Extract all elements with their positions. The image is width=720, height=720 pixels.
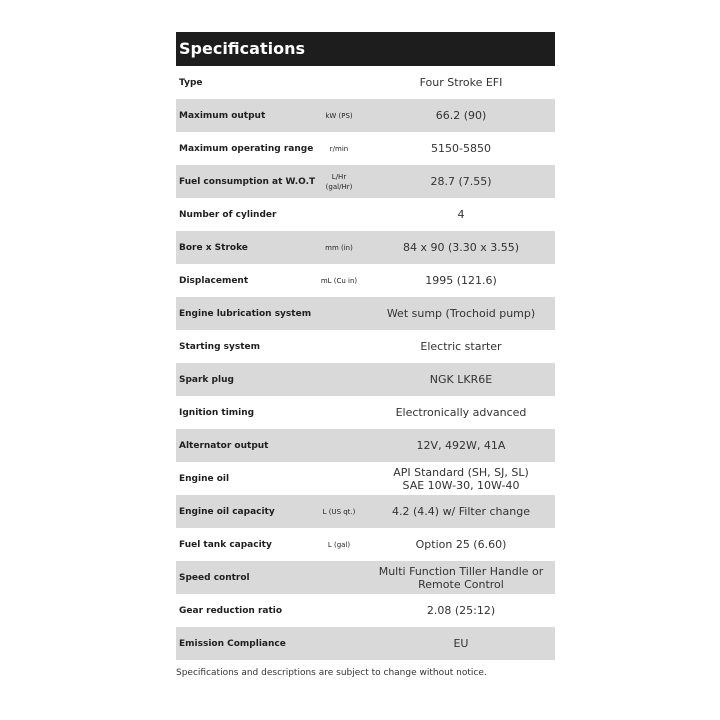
spec-row — [176, 429, 555, 462]
spec-unit — [311, 165, 367, 198]
spec-value-line: 5150-5850 — [431, 142, 491, 155]
spec-value-line: Electronically advanced — [395, 406, 527, 419]
spec-value-line: Electric starter — [420, 340, 502, 353]
specifications-table-body — [176, 66, 555, 660]
spec-value-line: 4 — [457, 208, 465, 221]
spec-value — [367, 363, 555, 396]
spec-value — [367, 330, 555, 363]
specifications-table — [176, 66, 555, 660]
spec-value-line: 4.2 (4.4) w/ Filter change — [392, 505, 530, 518]
spec-label: Maximum operating range — [176, 132, 311, 165]
spec-row — [176, 198, 555, 231]
spec-unit-line: (gal/Hr) — [325, 182, 353, 191]
disclaimer-footnote: Specifications and descriptions are subject to change without notice. — [176, 668, 487, 678]
spec-value-line: Option 25 (6.60) — [415, 538, 507, 551]
spec-row — [176, 495, 555, 528]
spec-unit — [311, 594, 367, 627]
spec-label: Ignition timing — [176, 396, 311, 429]
spec-value-line: Wet sump (Trochoid pump) — [386, 307, 536, 320]
spec-unit — [311, 627, 367, 660]
spec-value-line: 1995 (121.6) — [425, 274, 497, 287]
specifications-card — [176, 32, 555, 660]
spec-value-line: Remote Control — [418, 577, 504, 591]
spec-label: Speed control — [176, 561, 311, 594]
specifications-title: Specifications — [176, 32, 555, 66]
spec-label: Spark plug — [176, 363, 311, 396]
spec-unit — [311, 132, 367, 165]
spec-value — [367, 627, 555, 660]
spec-row — [176, 528, 555, 561]
spec-unit-line: L (US qt.) — [322, 507, 356, 516]
spec-unit-line: L (gal) — [327, 540, 351, 549]
spec-label: Number of cylinder — [176, 198, 311, 231]
spec-label: Alternator output — [176, 429, 311, 462]
spec-row — [176, 330, 555, 363]
spec-value — [367, 66, 555, 99]
spec-value — [367, 561, 555, 594]
spec-value — [367, 297, 555, 330]
spec-row — [176, 264, 555, 297]
spec-label: Engine lubrication system — [176, 297, 311, 330]
spec-value — [367, 429, 555, 462]
spec-value — [367, 495, 555, 528]
spec-value — [367, 132, 555, 165]
spec-row — [176, 297, 555, 330]
spec-unit — [311, 264, 367, 297]
spec-value — [367, 231, 555, 264]
spec-row — [176, 132, 555, 165]
spec-unit — [311, 396, 367, 429]
spec-unit-line: r/min — [329, 144, 349, 153]
spec-value — [367, 264, 555, 297]
spec-unit — [311, 231, 367, 264]
spec-row — [176, 462, 555, 495]
spec-unit-line: kW (PS) — [325, 111, 353, 120]
spec-row — [176, 99, 555, 132]
spec-label: Displacement — [176, 264, 311, 297]
spec-row — [176, 594, 555, 627]
spec-value — [367, 165, 555, 198]
spec-unit-line: L/Hr — [331, 172, 347, 181]
spec-label: Engine oil capacity — [176, 495, 311, 528]
spec-value-line: SAE 10W-30, 10W-40 — [402, 478, 520, 492]
spec-row — [176, 627, 555, 660]
spec-value — [367, 528, 555, 561]
spec-unit-line: mm (in) — [325, 243, 353, 252]
spec-unit — [311, 363, 367, 396]
spec-value-line: Multi Function Tiller Handle or — [378, 564, 544, 578]
spec-value — [367, 462, 555, 495]
spec-unit — [311, 528, 367, 561]
spec-row — [176, 561, 555, 594]
spec-label: Gear reduction ratio — [176, 594, 311, 627]
spec-label: Type — [176, 66, 311, 99]
spec-value-line: API Standard (SH, SJ, SL) — [393, 465, 529, 479]
spec-value-line: 66.2 (90) — [435, 109, 487, 122]
spec-label: Engine oil — [176, 462, 311, 495]
spec-value — [367, 396, 555, 429]
spec-unit — [311, 330, 367, 363]
spec-label: Bore x Stroke — [176, 231, 311, 264]
spec-label: Fuel consumption at W.O.T — [176, 165, 311, 198]
spec-value — [367, 99, 555, 132]
spec-unit — [311, 462, 367, 495]
spec-value-line: 12V, 492W, 41A — [416, 439, 506, 452]
spec-unit — [311, 99, 367, 132]
spec-label: Fuel tank capacity — [176, 528, 311, 561]
spec-value-line: EU — [453, 637, 469, 650]
spec-row — [176, 165, 555, 198]
spec-value-line: 2.08 (25:12) — [426, 604, 496, 617]
spec-unit — [311, 198, 367, 231]
spec-value-line: 28.7 (7.55) — [430, 175, 492, 188]
spec-unit — [311, 495, 367, 528]
spec-row — [176, 363, 555, 396]
spec-row — [176, 66, 555, 99]
spec-label: Maximum output — [176, 99, 311, 132]
spec-unit — [311, 429, 367, 462]
spec-value-line: Four Stroke EFI — [419, 76, 503, 89]
spec-unit-line: mL (Cu in) — [320, 276, 358, 285]
spec-unit — [311, 66, 367, 99]
spec-label: Emission Compliance — [176, 627, 311, 660]
spec-value-line: 84 x 90 (3.30 x 3.55) — [402, 241, 520, 254]
spec-label: Starting system — [176, 330, 311, 363]
spec-row — [176, 396, 555, 429]
spec-value — [367, 198, 555, 231]
spec-value — [367, 594, 555, 627]
spec-value-line: NGK LKR6E — [429, 373, 493, 386]
spec-row — [176, 231, 555, 264]
spec-unit — [311, 561, 367, 594]
spec-unit — [311, 297, 367, 330]
